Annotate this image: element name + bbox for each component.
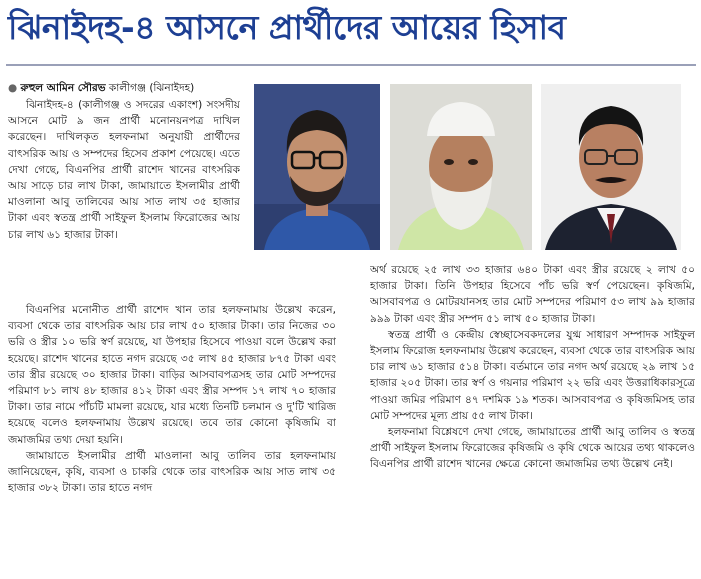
article-paragraph: হলফনামা বিশ্লেষণে দেখা গেছে, জামায়াতের প্রার্থী আবু তালিব ও স্বতন্ত্র প্রার্থী সাইফুল ইসলাম ফিরোজের কৃষিজমি ও কৃষি থেকে আয়ের তথ্য থাকলেও বিএনপির প্রার্থী রাশেদ খানের ক্ষেত্রে কোনো জমাজমির তথ্য উল্লেখ নেই। xyxy=(370,426,695,471)
article-paragraph: বিএনপির মনোনীত প্রার্থী রাশেদ খান তার হলফনামায় উল্লেখ করেন, ব্যবসা থেকে তার বাৎসরিক আয় চার লাখ ৫০ হাজার টাকা। তার নিজের ৩০ ভরি ও স্ত্রীর ১০ ভরি স্বর্ণ রয়েছে, যা উপহার হিসেবে পাওয়া বলে উল্লেখ করা হয়েছে। রাশেদ খানের হাতে নগদ রয়েছে ৩৫ লাখ ৪৫ হাজার ৮৭৫ টাকা এবং তার স্ত্রীর রয়েছে ৩০ হাজার টাকা। বাড়ির আসবাবপত্রসহ তার মোট সম্পদের পরিমাণ ৮১ লাখ ৪৮ হাজার ৪১২ টাকা এবং স্ত্রীর সম্পদ ১৭ লাখ ৭০ হাজার টাকা। তার নামে পাঁচটি মামলা রয়েছে, যার মধ্যে তিনটি চলমান ও দু'টি খারিজ হয়েছে বলেও হলফনামায় উল্লেখ রয়েছে। তবে তার কোনো কৃষিজমি বা জমাজমির তথ্য দেয়া হয়নি। xyxy=(8,304,336,446)
article-column-left xyxy=(8,302,336,579)
candidate-photo-2 xyxy=(390,84,532,250)
article-paragraph: স্বতন্ত্র প্রার্থী ও কেন্দ্রীয় স্বেচ্ছাসেবকদলের যুগ্ম সাধারণ সম্পাদক সাইফুল ইসলাম ফিরোজ হলফনামায় উল্লেখ করেছেন, ব্যবসা থেকে তার বাৎসরিক আয় চার লাখ ৬১ হাজার ৫১৪ টাকা। বর্তমানে তার নগদ অর্থ রয়েছে ২৯ লাখ ১৫ হাজার ২০৫ টাকা। তার স্বর্ণ ও গয়নার পরিমাণ ২২ ভরি এবং উত্তরাধিকারসূত্রে পাওয়া জমির পরিমাণ ৪৭ দশমিক ১৯ শতক। আসবাবপত্র ও কৃষিজমিসহ তার মোট সম্পদের মূল্য প্রায় ৫৫ লাখ টাকা। xyxy=(370,328,695,422)
article-paragraph: ঝিনাইদহ-৪ (কালীগঞ্জ ও সদরের একাংশ) সংসদীয় আসনে মোট ৯ জন প্রার্থী মনোনয়নপত্র দাখিল করেছেন। দাখিলকৃত হলফনামা অনুযায়ী প্রার্থীদের বাৎসরিক আয় ও সম্পদের হিসেব প্রকাশ পেয়েছে। এতে দেখা গেছে, বিএনপির প্রার্থী রাশেদ খানের বাৎসরিক আয় সাড়ে চার লাখ টাকা, জামায়াতে ইসলামীর প্রার্থী মাওলানা আবু তালিবের আয় সাত লাখ ৩৫ হাজার টাকা এবং স্বতন্ত্র প্রার্থী সাইফুল ইসলাম ফিরোজের আয় চার লাখ ৬১ হাজার টাকা। xyxy=(8,99,240,241)
candidate-photo-3 xyxy=(541,84,681,250)
article-paragraph: জামায়াতে ইসলামীর প্রার্থী মাওলানা আবু তালিব তার হলফনামায় জানিয়েছেন, কৃষি, ব্যবসা ও চাকরি থেকে তার বাৎসরিক আয় সাত লাখ ৩৫ হাজার ৩৮২ টাকা। তার হাতে নগদ xyxy=(8,449,336,495)
headline: ঝিনাইদহ-৪ আসনে প্রার্থীদের আয়ের হিসাব xyxy=(8,8,566,47)
headline-rule xyxy=(6,64,696,66)
bullet-icon: ● xyxy=(8,82,18,94)
article-paragraph-continued: অর্থ রয়েছে ২৫ লাখ ৩৩ হাজার ৬৪০ টাকা এবং স্ত্রীর রয়েছে ২ লাখ ৫০ হাজার টাকা। তিনি উপহার হিসেবে পাঁচ ভরি স্বর্ণ পেয়েছেন। কৃষিজমি, আসবাবপত্র ও মোটরযানসহ তার মোট সম্পদের পরিমাণ ৫৩ লাখ ৯৯ হাজার ৯৯৯ টাকা এবং স্ত্রীর সম্পদ ৫১ লাখ ৫০ হাজার টাকা। xyxy=(370,264,695,325)
article-column-right xyxy=(370,262,695,579)
byline xyxy=(8,80,268,96)
article-column-intro xyxy=(8,97,240,297)
byline-author: রুহুল আমিন সৌরভ xyxy=(20,82,106,94)
candidate-photo-1 xyxy=(254,84,380,250)
byline-location: কালীগঞ্জ (ঝিনাইদহ) xyxy=(108,82,195,94)
